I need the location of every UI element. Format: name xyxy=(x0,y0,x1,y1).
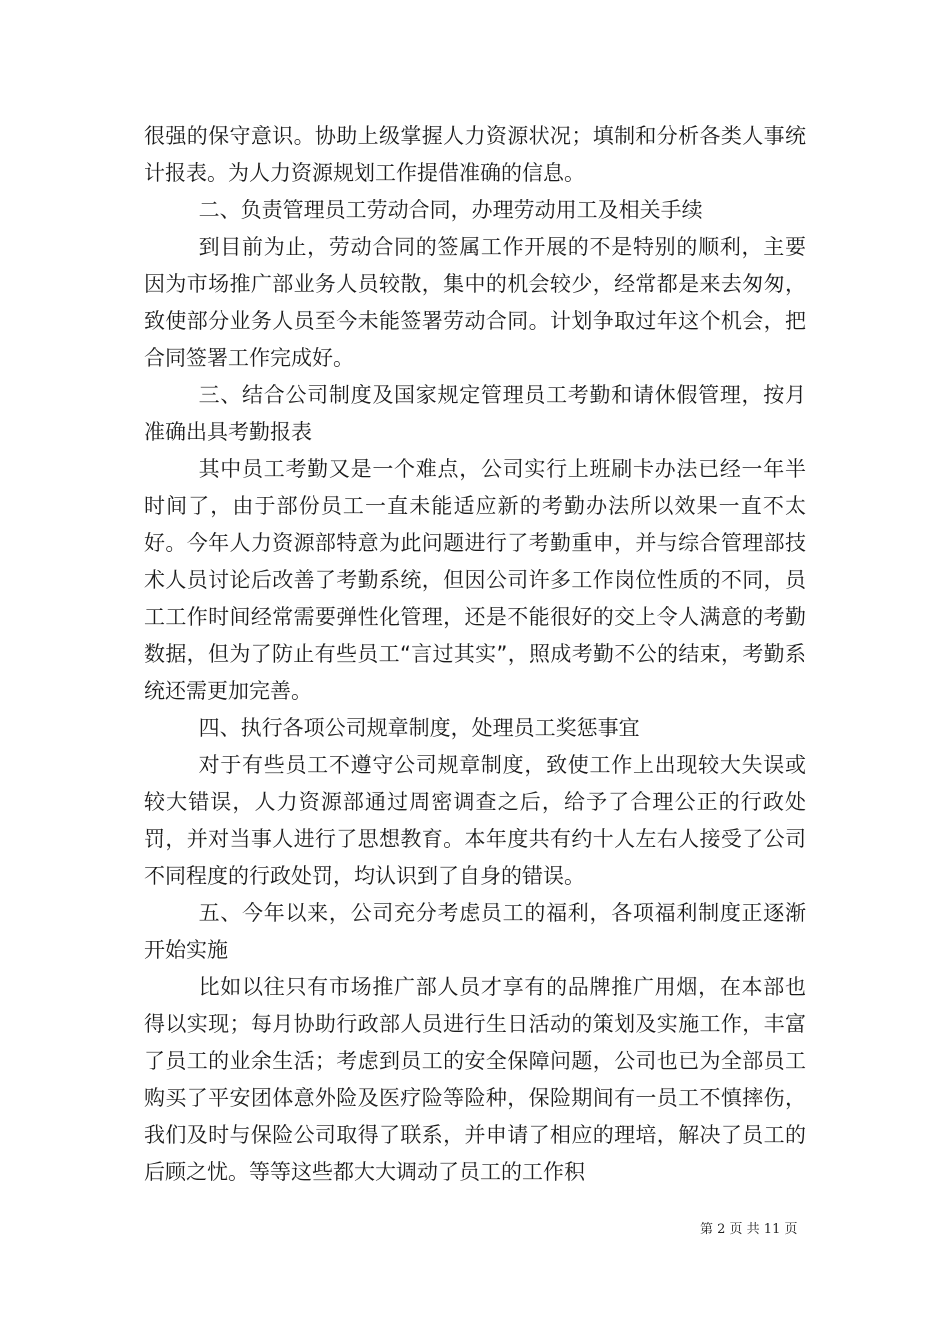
page-number-footer: 第 2 页 共 11 页 xyxy=(700,1222,798,1237)
paragraph-attendance: 其中员工考勤又是一个难点，公司实行上班刷卡办法已经一年半时间了，由于部份员工一直未能适应新的考勤办法所以效果一直不太好。今年人力资源部特意为此问题进行了考勤重申，并与综合管理部技术人员讨论后改善了考勤系统，但因公司许多工作岗位性质的不同，员工工作时间经常需要弹性化管理，还是不能很好的交上令人满意的考勤数据，但为了防止有些员工“言过其实”，照成考勤不公的结束，考勤系统还需更加完善。 xyxy=(144,457,806,703)
section-heading-5: 五、今年以来，公司充分考虑员工的福利，各项福利制度正逐渐开始实施 xyxy=(144,901,806,962)
document-body xyxy=(144,118,806,1191)
section-heading-2: 二、负责管理员工劳动合同，办理劳动用工及相关手续 xyxy=(198,198,703,222)
paragraph-discipline: 对于有些员工不遵守公司规章制度，致使工作上出现较大失误或较大错误，人力资源部通过周密调查之后，给予了合理公正的行政处罚，并对当事人进行了思想教育。本年度共有约十人左右人接受了公司不同程度的行政处罚，均认识到了自身的错误。 xyxy=(144,753,806,888)
paragraph-continuation: 很强的保守意识。协助上级掌握人力资源状况；填制和分析各类人事统计报表。为人力资源规划工作提借准确的信息。 xyxy=(144,124,806,185)
paragraph-labor-contract: 到目前为止，劳动合同的签属工作开展的不是特别的顺利，主要因为市场推广部业务人员较散，集中的机会较少，经常都是来去匆匆，致使部分业务人员至今未能签署劳动合同。计划争取过年这个机会，把合同签署工作完成好。 xyxy=(144,235,806,370)
paragraph-welfare: 比如以往只有市场推广部人员才享有的品牌推广用烟，在本部也得以实现；每月协助行政部人员进行生日活动的策划及实施工作，丰富了员工的业余生活；考虑到员工的安全保障问题，公司也已为全部员工购买了平安团体意外险及医疗险等险种，保险期间有一员工不慎摔伤，我们及时与保险公司取得了联系，并申请了相应的理培，解决了员工的后顾之忧。等等这些都大大调动了员工的工作积 xyxy=(144,975,806,1184)
section-heading-4: 四、执行各项公司规章制度，处理员工奖惩事宜 xyxy=(198,716,640,740)
section-heading-3: 三、结合公司制度及国家规定管理员工考勤和请休假管理，按月准确出具考勤报表 xyxy=(144,383,806,444)
